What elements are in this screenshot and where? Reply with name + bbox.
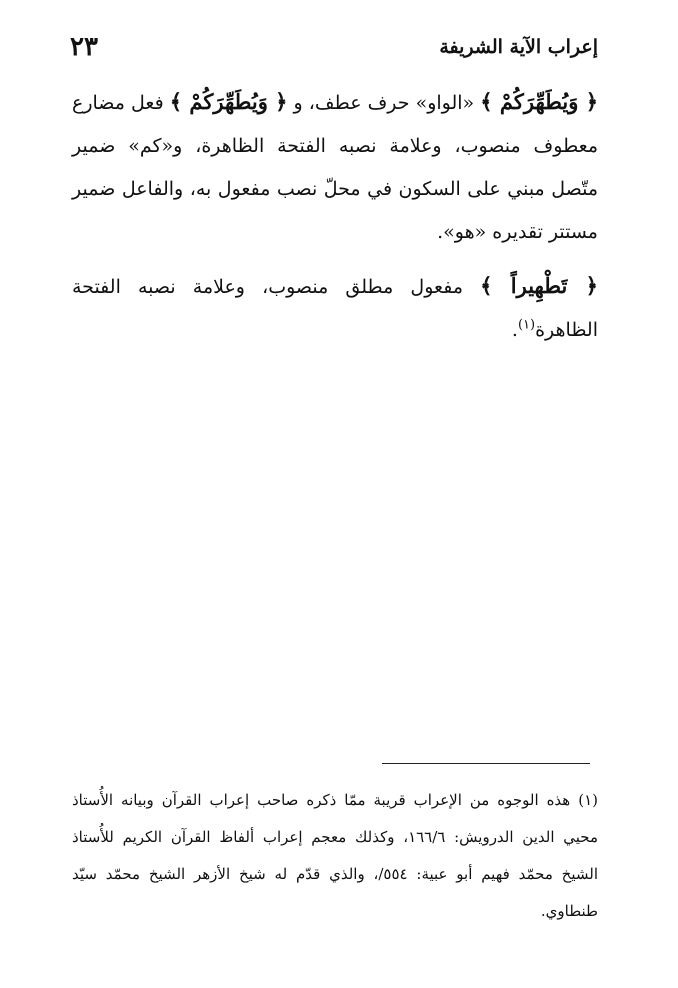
footnote-number: (١) bbox=[578, 791, 598, 809]
footnote-divider bbox=[382, 763, 590, 764]
paragraph-2-end: . bbox=[511, 319, 518, 341]
quran-word-3: ﴿ تَطْهِيراً ﴾ bbox=[480, 273, 598, 298]
quran-word-2: ﴿ وَيُطَهِّرَكُمْ ﴾ bbox=[169, 89, 288, 114]
paragraph-1-text-b: فعل مضارع معطوف منصوب، وعلامة نصبه الفتحة الظاهرة، و«كم» ضمير متّصل مبني على السكون في محلّ نصب مفعول به، والفاعل ضمير مستتر تقديره «هو». bbox=[72, 92, 598, 243]
main-text bbox=[72, 80, 598, 362]
paragraph-2-text: مفعول مطلق منصوب، وعلامة نصبه الفتحة الظاهرة bbox=[72, 276, 598, 341]
paragraph-2 bbox=[72, 264, 598, 352]
footnotes bbox=[72, 782, 598, 930]
page-header bbox=[70, 30, 598, 64]
quran-word-1: ﴿ وَيُطَهِّرَكُمْ ﴾ bbox=[480, 89, 598, 114]
paragraph-1 bbox=[72, 80, 598, 254]
page-number: ٢٣ bbox=[70, 32, 98, 62]
footnote-1 bbox=[72, 782, 598, 930]
footnote-reference[interactable]: (١) bbox=[517, 317, 536, 333]
paragraph-1-text-a: «الواو» حرف عطف، و bbox=[287, 92, 481, 114]
footnote-text: هذه الوجوه من الإعراب قريبة ممّا ذكره صاحب إعراب القرآن وبيانه الأُستاذ محيي الدين الدرويش: ١٦٦/٦، وكذلك معجم إعراب ألفاظ القرآن الكريم للأُستاذ الشيخ محمّد فهيم أبو عبية: ٥٥٤/، والذي قدّم له شيخ الأزهر الشيخ محمّد سيّد طنطاوي. bbox=[72, 791, 598, 920]
running-title: إعراب الآية الشريفة bbox=[439, 36, 598, 58]
